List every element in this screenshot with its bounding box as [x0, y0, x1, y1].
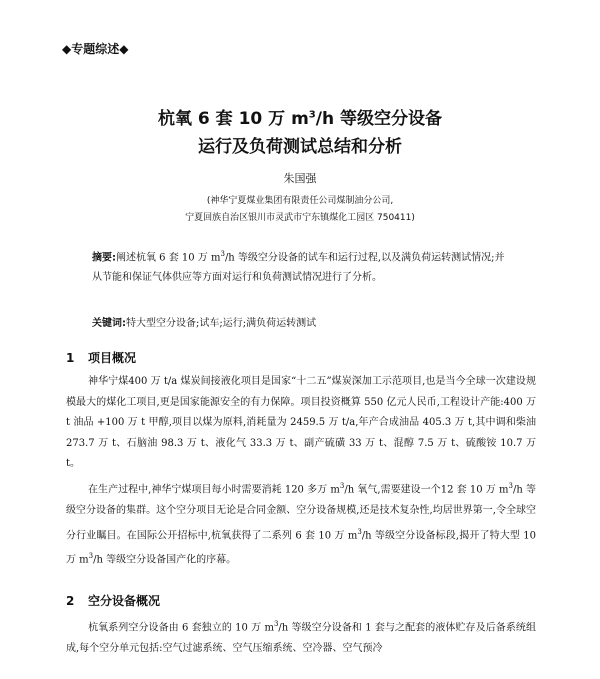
- keywords: [92, 314, 512, 334]
- superscript: 3: [508, 482, 513, 490]
- superscript: 3: [273, 620, 279, 628]
- section-heading: [66, 349, 136, 366]
- superscript: 3: [357, 527, 362, 536]
- section-number: 2: [66, 594, 75, 608]
- paragraph-text: /h 等级空分设备国产化的序幕。: [93, 554, 237, 566]
- paragraph-text: /h 氧气,需要建设一个12 套 10 万 m: [344, 484, 509, 496]
- section-title: 空分设备概况: [88, 594, 161, 608]
- affiliation-line2: 宁夏回族自治区银川市灵武市宁东镇煤化工园区 750411): [185, 213, 415, 223]
- keywords-label: 关键词:: [92, 318, 126, 329]
- section-title: 项目概况: [88, 351, 137, 365]
- paragraph-text: /h 等级空分设备和 1 套与之配套的液体贮存及后备系统组成,每个空分单元包括:空气过滤系统、空气压缩系统、空冷器、空气预冷: [66, 622, 536, 654]
- paragraph-text: /h 等级空分设备标段,揭开了特大型 10 万 m: [66, 529, 536, 566]
- title-text: 杭氧 6 套 10 万 m: [158, 109, 309, 129]
- keywords-text: 特大型空分设备;试车;运行;满负荷运转测试: [126, 318, 317, 329]
- paragraph-text: /h 等级空分设备的集群。这个空分项目无论是合同金额、空分设备规模,还是技术复杂性,均居世界第一,令全球空分行业瞩目。在国际公开招标中,杭氧获得了二系列 6 套 10 万 m: [66, 484, 536, 541]
- paragraph: [66, 614, 536, 660]
- author: 朱国强: [283, 172, 317, 185]
- affiliation-line1: (神华宁夏煤业集团有限责任公司煤制油分公司,: [206, 196, 394, 206]
- superscript: 3: [339, 482, 345, 490]
- paper-title-line2: 运行及负荷测试总结和分析: [198, 137, 402, 157]
- abstract-text: /h 等级空分设备的试车和运行过程,以及满负荷运转测试情况;并从节能和保证气体供应等方面对运行和负荷测试情况进行了分析。: [92, 252, 505, 284]
- title-text: /h 等级空分设备: [315, 109, 442, 129]
- title-superscript: 3: [308, 109, 316, 121]
- paragraph: [66, 372, 536, 475]
- section-number: 1: [66, 351, 75, 365]
- paragraph-text: 神华宁煤400 万 t/a 煤炭间接液化项目是国家“十二五”煤炭深加工示范项目,也是当今全球一次建设规模最大的煤化工项目,更是国家能源安全的有力保障。项目投资概算 550 亿元人民币,工程设计产能:400 万 t 油品 +100 万 t 甲醇,项目以煤为原料,消耗量为 2459.5 万 t/a,年产合成油品 405.3 万 t,其中调和柴油 273.7 万 t、石脑油 98.3 万 t、液化气 33.3 万 t、副产硫磺 33 万 t、混醇 7.5 万 t、硫酸铵 10.7 万 t。: [66, 376, 536, 470]
- section-heading: [66, 592, 160, 609]
- paragraph-text: 杭氧系列空分设备由 6 套独立的 10 万 m: [88, 622, 274, 634]
- abstract: [92, 244, 512, 288]
- paragraph: [66, 476, 536, 571]
- abstract-label: 摘要:: [92, 252, 116, 264]
- abstract-superscript: 3: [220, 250, 225, 258]
- superscript: 3: [88, 552, 94, 561]
- paper-title-line1: [0, 104, 600, 129]
- paragraph-text: 在生产过程中,神华宁煤项目每小时需要消耗 120 多万 m: [88, 484, 340, 496]
- abstract-text: 阐述杭氧 6 套 10 万 m: [116, 252, 221, 264]
- column-label: ◆专题综述◆: [62, 42, 129, 56]
